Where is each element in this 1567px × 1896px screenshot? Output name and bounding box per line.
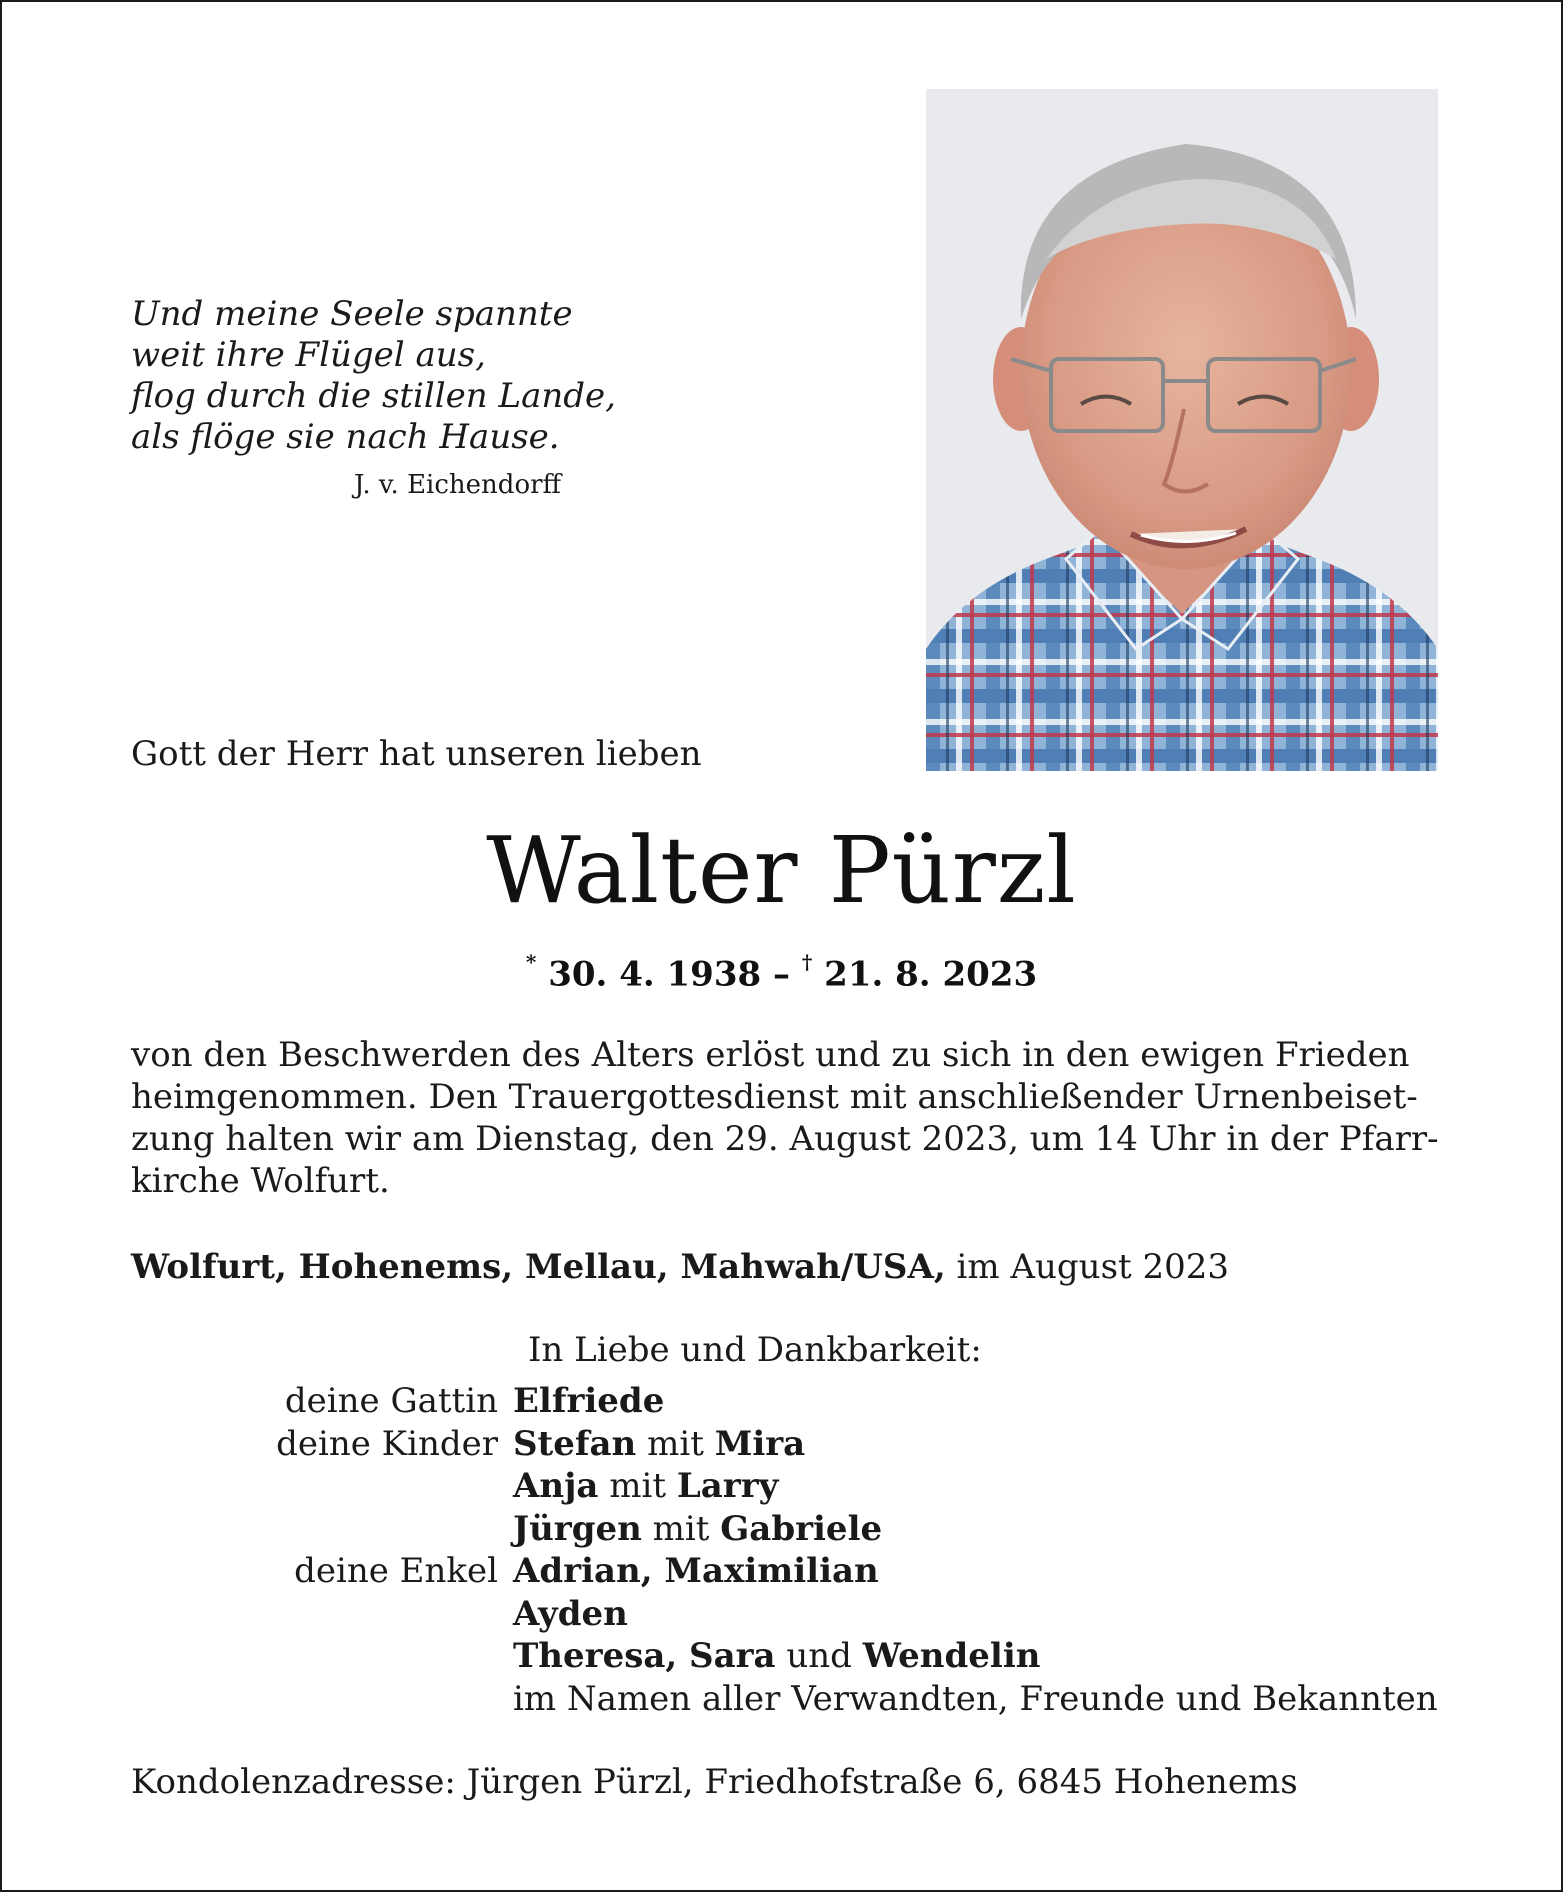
places-list: Wolfurt, Hohenems, Mellau, Mahwah/USA, bbox=[131, 1247, 946, 1287]
thanks-heading: In Liebe und Dankbarkeit: bbox=[528, 1330, 982, 1370]
grandchildren-names: Theresa, Sara bbox=[513, 1636, 776, 1676]
poem-quote bbox=[131, 294, 616, 458]
deceased-name: Walter Pürzl bbox=[486, 817, 1077, 924]
family-row bbox=[131, 1550, 1451, 1593]
places-line bbox=[131, 1247, 1229, 1287]
quote-line: flog durch die stillen Lande, bbox=[131, 376, 616, 416]
and-word: und bbox=[786, 1636, 852, 1676]
body-line: kirche Wolfurt. bbox=[131, 1161, 390, 1201]
portrait-illustration bbox=[926, 89, 1438, 771]
quote-line: Und meine Seele spannte bbox=[131, 294, 573, 334]
family-row bbox=[131, 1678, 1451, 1721]
body-line: von den Beschwerden des Alters erlöst und zu sich in den ewigen Frieden bbox=[131, 1035, 1410, 1075]
birth-symbol: * bbox=[525, 950, 537, 974]
birth-date: 30. 4. 1938 bbox=[548, 954, 762, 995]
role-label: deine Gattin bbox=[284, 1381, 498, 1421]
family-row bbox=[131, 1465, 1451, 1508]
closing-line: im Namen aller Verwandten, Freunde und Bekannten bbox=[513, 1678, 1438, 1719]
announcement-text bbox=[131, 1034, 1441, 1202]
family-row bbox=[131, 1635, 1451, 1678]
with-word: mit bbox=[609, 1466, 667, 1506]
quote-line: als flöge sie nach Hause. bbox=[131, 417, 560, 457]
wife-name: Elfriede bbox=[513, 1381, 665, 1421]
quote-author: J. v. Eichendorff bbox=[354, 470, 561, 500]
with-word: mit bbox=[652, 1508, 710, 1549]
death-symbol: † bbox=[801, 950, 813, 974]
partner-name: Larry bbox=[676, 1466, 779, 1506]
grandchildren-names: Ayden bbox=[513, 1593, 628, 1634]
role-label: deine Enkel bbox=[294, 1551, 498, 1591]
date-dash: – bbox=[773, 954, 790, 995]
condolence-address: Kondolenzadresse: Jürgen Pürzl, Friedhofstraße 6, 6845 Hohenems bbox=[131, 1762, 1298, 1802]
child-name: Jürgen bbox=[513, 1508, 642, 1549]
family-row bbox=[131, 1508, 1451, 1551]
places-date: im August 2023 bbox=[956, 1247, 1230, 1287]
grandchildren-names: Wendelin bbox=[862, 1636, 1041, 1676]
quote-line: weit ihre Flügel aus, bbox=[131, 335, 486, 375]
partner-name: Mira bbox=[714, 1423, 806, 1464]
child-name: Stefan bbox=[513, 1423, 637, 1464]
life-dates bbox=[2, 950, 1561, 995]
family-row bbox=[131, 1593, 1451, 1636]
family-row bbox=[131, 1423, 1451, 1466]
partner-name: Gabriele bbox=[720, 1508, 883, 1549]
family-list bbox=[131, 1380, 1451, 1720]
with-word: mit bbox=[647, 1423, 704, 1464]
body-line: heimgenommen. Den Trauergottesdienst mit anschließender Urnenbeiset- bbox=[131, 1077, 1418, 1117]
body-line: zung halten wir am Dienstag, den 29. August 2023, um 14 Uhr in der Pfarr- bbox=[131, 1119, 1439, 1159]
family-row bbox=[131, 1380, 1451, 1423]
death-date: 21. 8. 2023 bbox=[824, 954, 1038, 995]
grandchildren-names: Adrian, Maximilian bbox=[513, 1551, 879, 1591]
intro-text: Gott der Herr hat unseren lieben bbox=[131, 734, 702, 774]
portrait-photo bbox=[926, 89, 1438, 771]
child-name: Anja bbox=[513, 1466, 599, 1506]
role-label: deine Kinder bbox=[276, 1423, 498, 1464]
